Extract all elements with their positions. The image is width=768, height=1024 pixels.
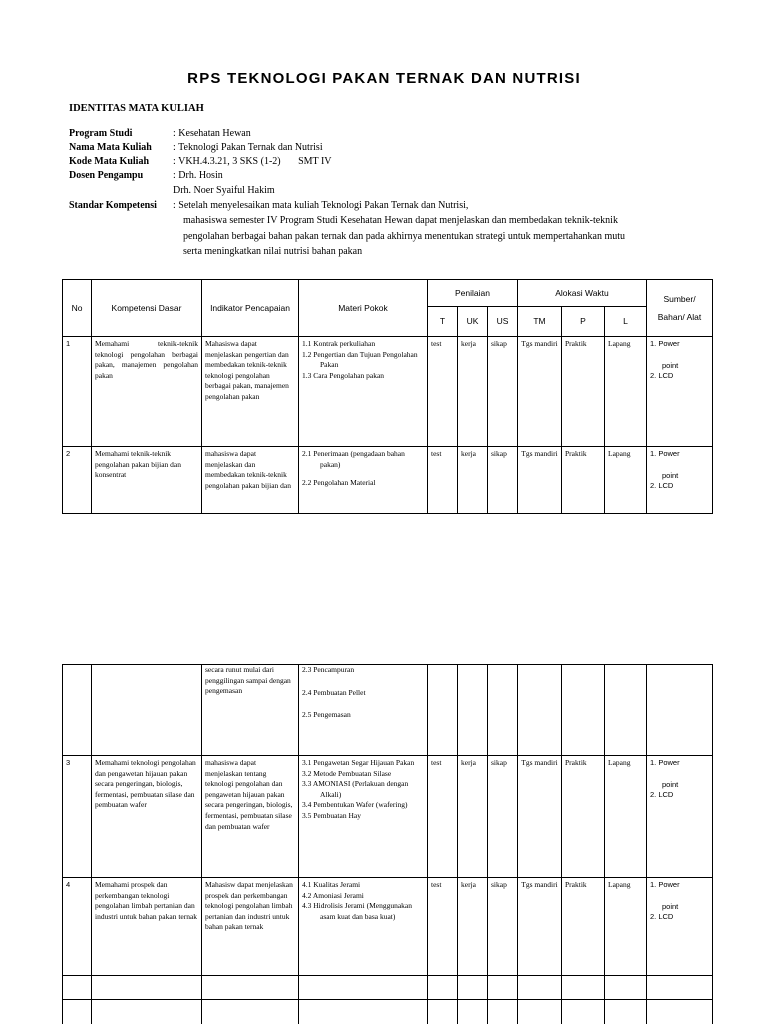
header-t: T (428, 307, 458, 337)
row-tm: Tgs mandiri (518, 447, 562, 514)
row-no: 4 (63, 878, 92, 976)
dosen-row (69, 170, 223, 182)
row-kompetensi: Memahami teknologi pengolahan dan pengawetan hijauan pakan secara pengeringan, biologis, fermentasi, pembuatan silase dan pembuatan wafer (92, 756, 202, 878)
dosen-value: : Drh. Hosin (173, 170, 223, 181)
table-row (63, 878, 713, 976)
row-us: sikap (488, 447, 518, 514)
row-t: test (428, 878, 458, 976)
row-materi (299, 665, 428, 756)
row-kompetensi: Memahami teknik-teknik teknologi pengolahan berbagai pakan, manajemen pengolahan pakan (92, 337, 202, 447)
row-l: Lapang (605, 756, 647, 878)
materi-item: 3.1 Pengawetan Segar Hijauan Pakan (302, 758, 415, 767)
standar-label: Standar Kompetensi (69, 200, 157, 211)
materi-item: 1.3 Cara Pengolahan pakan (302, 370, 385, 380)
standar-line-4: serta meningkatkan nilai nutrisi bahan pakan (183, 246, 363, 257)
program-studi-label: Program Studi (69, 128, 133, 139)
header-uk: UK (458, 307, 488, 337)
document-title: RPS TEKNOLOGI PAKAN TERNAK DAN NUTRISI (187, 70, 581, 87)
nama-mk-label: Nama Mata Kuliah (69, 142, 152, 153)
header-no: No (63, 280, 92, 337)
row-p (562, 665, 605, 756)
row-us (488, 665, 518, 756)
row-p: Praktik (562, 337, 605, 447)
row-materi (299, 878, 428, 976)
row-no: 1 (63, 337, 92, 447)
header-sumber: Sumber/ Bahan/ Alat (647, 280, 713, 337)
identitas-heading: IDENTITAS MATA KULIAH (69, 103, 204, 114)
materi-item: 1.2 Pengertian dan Tujuan Pengolahan Pakan (302, 349, 418, 370)
row-indikator: Mahasisw dapat menjelaskan prospek dan perkembangan teknologi pengolahan limbah pertanian dan industri untuk bahan pakan ternak (202, 878, 299, 976)
materi-item: 2.4 Pembuatan Pellet (302, 687, 366, 697)
row-p: Praktik (562, 447, 605, 514)
row-uk: kerja (458, 447, 488, 514)
header-tm: TM (518, 307, 562, 337)
header-materi: Materi Pokok (299, 280, 428, 337)
sumber-item: point (662, 779, 679, 789)
row-tm: Tgs mandiri (518, 756, 562, 878)
program-studi-row (69, 128, 251, 140)
sumber-item: 2. LCD (650, 481, 674, 491)
materi-item: 3.5 Pembuatan Hay (302, 810, 361, 820)
table-row (63, 447, 713, 514)
kode-mk-row (69, 156, 332, 168)
row-no: 2 (63, 447, 92, 514)
row-t: test (428, 337, 458, 447)
materi-item: 2.5 Pengemasan (302, 710, 351, 720)
row-indikator: mahasiswa dapat menjelaskan dan membedakan teknik-teknik pengolahan pakan bijian dan (202, 447, 299, 514)
row-l (605, 665, 647, 756)
row-us: sikap (488, 878, 518, 976)
dosen-value-2: Drh. Noer Syaiful Hakim (173, 185, 275, 196)
header-us: US (488, 307, 518, 337)
materi-item: 3.4 Pembentukan Wafer (wafering) (302, 800, 408, 810)
row-p: Praktik (562, 878, 605, 976)
materi-item: 3.2 Metode Pembuatan Silase (302, 768, 392, 778)
row-no: 3 (63, 756, 92, 878)
header-indikator: Indikator Pencapaian (202, 280, 299, 337)
sumber-item: point (662, 901, 679, 911)
row-t: test (428, 447, 458, 514)
materi-item: 2.3 Pencampuran (302, 665, 355, 674)
row-tm (518, 665, 562, 756)
row-p: Praktik (562, 756, 605, 878)
materi-item: 1.1 Kontrak perkuliahan (302, 339, 376, 348)
header-kompetensi: Kompetensi Dasar (92, 280, 202, 337)
row-us: sikap (488, 756, 518, 878)
row-kompetensi: Memahami teknik-teknik pengolahan pakan bijian dan konsentrat (92, 447, 202, 514)
standar-row (69, 200, 468, 212)
row-materi (299, 756, 428, 878)
row-uk: kerja (458, 878, 488, 976)
materi-item: 2.2 Pengolahan Material (302, 478, 376, 488)
row-kompetensi (92, 665, 202, 756)
sumber-item: point (662, 470, 679, 480)
table-row (63, 1000, 713, 1024)
table-row (63, 337, 713, 447)
header-penilaian: Penilaian (428, 280, 518, 307)
kode-mk-value: : VKH.4.3.21, 3 SKS (1-2) SMT IV (173, 156, 332, 167)
program-studi-value: : Kesehatan Hewan (173, 128, 251, 139)
nama-mk-row (69, 142, 323, 154)
sumber-item: 1. Power (650, 449, 680, 458)
row-no (63, 665, 92, 756)
row-materi (299, 447, 428, 514)
row-uk (458, 665, 488, 756)
row-us: sikap (488, 337, 518, 447)
sumber-item: point (662, 360, 679, 370)
rps-table-page2 (62, 664, 713, 1024)
header-p: P (562, 307, 605, 337)
row-t: test (428, 756, 458, 878)
row-sumber (647, 756, 713, 878)
table-row (63, 976, 713, 1000)
row-uk: kerja (458, 337, 488, 447)
row-uk: kerja (458, 756, 488, 878)
kode-mk-label: Kode Mata Kuliah (69, 156, 150, 167)
row-indikator: Mahasiswa dapat menjelaskan pengertian dan membedakan teknik-teknik teknologi pengolahan berbagai pakan, manajemen pengolahan pakan (202, 337, 299, 447)
dosen-label: Dosen Pengampu (69, 170, 144, 181)
row-sumber (647, 665, 713, 756)
table-row (63, 665, 713, 756)
materi-item: 2.1 Penerimaan (pengadaan bahan pakan) (302, 449, 405, 469)
nama-mk-value: : Teknologi Pakan Ternak dan Nutrisi (173, 142, 323, 153)
header-l: L (605, 307, 647, 337)
sumber-item: 2. LCD (650, 790, 674, 800)
row-indikator: secara runut mulai dari penggilingan sampai dengan pengemasan (202, 665, 299, 756)
standar-line-2: mahasiswa semester IV Program Studi Kesehatan Hewan dapat menjelaskan dan membedakan teknik-teknik (183, 215, 618, 226)
standar-line-3: pengolahan berbagai bahan pakan ternak dan pada akhirnya menentukan strategi untuk mempertahankan mutu (183, 231, 626, 242)
row-sumber (647, 878, 713, 976)
row-indikator: mahasiswa dapat menjelaskan tentang teknologi pengolahan dan pengawetan hijauan pakan secara pengeringan, biologis, fermentasi, pembuatan silase dan pembuatan wafer (202, 756, 299, 878)
sumber-item: 1. Power (650, 880, 680, 889)
row-t (428, 665, 458, 756)
row-sumber (647, 447, 713, 514)
table-row (63, 756, 713, 878)
standar-line-1: : Setelah menyelesaikan mata kuliah Teknologi Pakan Ternak dan Nutrisi, (173, 200, 469, 211)
row-tm: Tgs mandiri (518, 878, 562, 976)
rps-table-page1 (62, 279, 713, 514)
row-l: Lapang (605, 878, 647, 976)
materi-item: 4.2 Amoniasi Jerami (302, 890, 364, 900)
row-kompetensi: Memahami prospek dan perkembangan teknologi pengolahan limbah pertanian dan industri untuk bahan pakan ternak (92, 878, 202, 976)
sumber-item: 1. Power (650, 758, 680, 767)
row-l: Lapang (605, 337, 647, 447)
row-materi (299, 337, 428, 447)
materi-item: 4.3 Hidrolisis Jerami (Menggunakan asam kuat dan basa kuat) (302, 901, 412, 921)
materi-item: 4.1 Kualitas Jerami (302, 880, 361, 889)
row-l: Lapang (605, 447, 647, 514)
row-sumber (647, 337, 713, 447)
row-tm: Tgs mandiri (518, 337, 562, 447)
sumber-item: 2. LCD (650, 371, 674, 381)
sumber-item: 2. LCD (650, 912, 674, 922)
materi-item: 3.3 AMONIASI (Perlakuan dengan Alkali) (302, 779, 409, 799)
sumber-item: 1. Power (650, 339, 680, 348)
header-alokasi: Alokasi Waktu (518, 280, 647, 307)
